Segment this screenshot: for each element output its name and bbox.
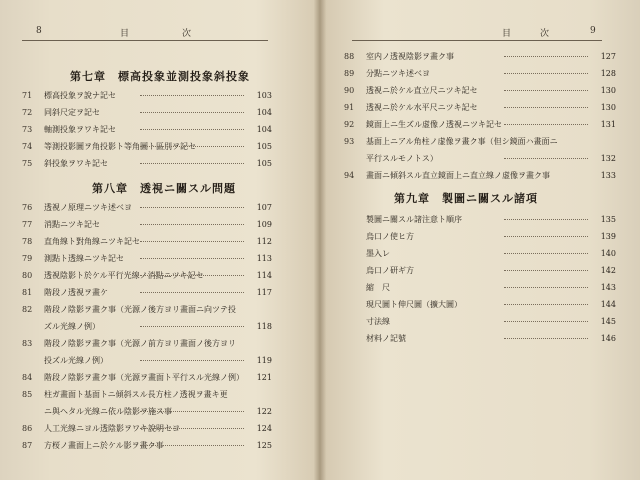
toc-entry (22, 202, 272, 214)
toc-entry (344, 316, 616, 328)
entry-page: 107 (256, 203, 272, 212)
entry-number: 90 (344, 86, 355, 95)
entry-title: 分點ニツキ述ベヨ (366, 69, 430, 78)
entry-number: 86 (22, 424, 33, 433)
toc-entry (344, 299, 616, 311)
toc-entry (22, 389, 272, 401)
toc-entry (22, 107, 272, 119)
toc-entry (22, 236, 272, 248)
toc-entry (22, 440, 272, 452)
entry-page: 103 (256, 91, 272, 100)
entry-title: 縮 尺 (366, 283, 390, 292)
entry-number: 84 (22, 373, 33, 382)
entry-title: 墨入レ (366, 249, 390, 258)
entry-title: ズル光線ノ例） (44, 322, 100, 331)
entry-page: 104 (256, 108, 272, 117)
entry-number: 82 (22, 305, 33, 314)
entry-page: 121 (256, 373, 272, 382)
entry-title: 階段ノ陰影ヲ畫ク事（光源ヲ畫面ト平行スル光線ノ例） (44, 373, 244, 382)
toc-entry (22, 287, 272, 299)
leader-dots (140, 411, 244, 412)
entry-title: 階段ノ透視ヲ畫ケ (44, 288, 108, 297)
entry-number: 94 (344, 171, 355, 180)
toc-entry (344, 51, 616, 63)
entry-number: 91 (344, 103, 355, 112)
leader-dots (140, 275, 244, 276)
entry-number: 77 (22, 220, 33, 229)
entry-page: 114 (256, 271, 272, 280)
entry-number: 72 (22, 108, 33, 117)
entry-title: 現尺圖ト伸尺圖（擴大圖） (366, 300, 462, 309)
leader-dots (504, 158, 588, 159)
entry-title: 畫面ニ傾斜スル直立鏡面上ニ直立線ノ虚像ヲ畫ク事 (366, 171, 550, 180)
leader-dots (504, 107, 588, 108)
entry-title: 烏口ノ使ヒ方 (366, 232, 414, 241)
entry-number: 88 (344, 52, 355, 61)
entry-number: 87 (22, 441, 33, 450)
entry-page: 128 (600, 69, 616, 78)
entry-title: 鏡面上ニ生ズル虚像ノ透視ニツキ記セ (366, 120, 502, 129)
leader-dots (140, 163, 244, 164)
entry-page: 142 (600, 266, 616, 275)
right-header-title-1: 目 (502, 29, 512, 39)
entry-title: 寸法線 (366, 317, 390, 326)
leader-dots (140, 445, 244, 446)
entry-title: 平行スルモノトス） (366, 154, 438, 163)
entry-title: 等測投影圖ヲ角投影ト等角圖ト區別ヲ記セ (44, 142, 196, 151)
entry-title: 方桜ノ畫面上ニ於ケル影ヲ畫ク事 (44, 441, 164, 450)
leader-dots (140, 258, 244, 259)
leader-dots (504, 321, 588, 322)
entry-page: 105 (256, 159, 272, 168)
toc-entry (344, 282, 616, 294)
entry-title: 消點ニツキ記セ (44, 220, 100, 229)
leader-dots (140, 207, 244, 208)
entry-title: 軸測投象ヲワキ記セ (44, 125, 116, 134)
entry-number: 76 (22, 203, 33, 212)
chapter7-heading: 第七章 標高投象並測投象斜投象 (70, 70, 250, 83)
entry-page: 132 (600, 154, 616, 163)
leader-dots (504, 287, 588, 288)
entry-page: 135 (600, 215, 616, 224)
entry-number: 71 (22, 91, 33, 100)
entry-title: 直角線ト對角線ニツキ記セ (44, 237, 140, 246)
entry-title: 階段ノ陰影ヲ畫ク事（光源ノ後方ヨリ畫面ニ向ツテ投 (44, 305, 236, 314)
toc-entry (22, 219, 272, 231)
entry-number: 73 (22, 125, 33, 134)
entry-page: 105 (256, 142, 272, 151)
toc-entry (344, 136, 616, 148)
entry-title: ニ與ヘタル光線ニ依ル陰影ヲ施ス事 (44, 407, 172, 416)
leader-dots (140, 241, 244, 242)
toc-entry-continuation (22, 406, 272, 418)
leader-dots (504, 236, 588, 237)
toc-entry (344, 119, 616, 131)
leader-dots (140, 112, 244, 113)
toc-entry (344, 68, 616, 80)
right-header-title-2: 次 (540, 29, 550, 39)
left-header-title-1: 目 (120, 29, 130, 39)
entry-title: 標高投象ヲ說ナ記セ (44, 91, 116, 100)
entry-page: 112 (256, 237, 272, 246)
entry-page: 140 (600, 249, 616, 258)
toc-entry (344, 265, 616, 277)
entry-number: 74 (22, 142, 33, 151)
leader-dots (140, 360, 244, 361)
toc-entry (22, 141, 272, 153)
entry-page: 145 (600, 317, 616, 326)
leader-dots (504, 219, 588, 220)
leader-dots (504, 253, 588, 254)
toc-entry (22, 270, 272, 282)
entry-page: 124 (256, 424, 272, 433)
entry-title: 材料ノ記號 (366, 334, 406, 343)
toc-entry (22, 304, 272, 316)
leader-dots (504, 56, 588, 57)
entry-number: 81 (22, 288, 33, 297)
leader-dots (140, 146, 244, 147)
right-page (322, 0, 640, 480)
entry-page: 139 (600, 232, 616, 241)
entry-page: 133 (600, 171, 616, 180)
entry-number: 92 (344, 120, 355, 129)
entry-page: 109 (256, 220, 272, 229)
entry-number: 93 (344, 137, 355, 146)
right-page-header (352, 24, 602, 41)
chapter8-heading: 第八章 透視ニ關スル問題 (92, 182, 236, 195)
entry-page: 125 (256, 441, 272, 450)
entry-number: 79 (22, 254, 33, 263)
leader-dots (504, 304, 588, 305)
leader-dots (504, 124, 588, 125)
entry-title: 透視陰影ト於ケル平行光線ノ消點ニツキ記セ (44, 271, 204, 280)
entry-title: 人工光線ニヨル透陰影ヲワキ說明セヨ (44, 424, 180, 433)
leader-dots (504, 338, 588, 339)
entry-number: 85 (22, 390, 33, 399)
leader-dots (140, 129, 244, 130)
entry-number: 80 (22, 271, 33, 280)
entry-page: 143 (600, 283, 616, 292)
toc-entry (22, 253, 272, 265)
left-page-number: 8 (36, 26, 42, 36)
toc-entry (344, 170, 616, 182)
left-page (0, 0, 318, 480)
entry-title: 透視ニ於ケル直立尺ニツキ記セ (366, 86, 478, 95)
toc-entry (22, 124, 272, 136)
leader-dots (504, 73, 588, 74)
entry-title: 透視ノ原理ニツキ述ベヨ (44, 203, 132, 212)
entry-number: 89 (344, 69, 355, 78)
entry-title: 同斜尺定ヲ記セ (44, 108, 100, 117)
toc-entry (22, 90, 272, 102)
toc-entry (22, 423, 272, 435)
entry-page: 118 (256, 322, 272, 331)
entry-title: 斜投象ヲワキ記セ (44, 159, 108, 168)
toc-entry-continuation (22, 321, 272, 333)
toc-entry (344, 248, 616, 260)
leader-dots (140, 326, 244, 327)
chapter9-heading: 第九章 製圖ニ關スル諸項 (394, 192, 538, 205)
toc-entry (344, 333, 616, 345)
entry-page: 122 (256, 407, 272, 416)
toc-entry (22, 158, 272, 170)
leader-dots (140, 224, 244, 225)
leader-dots (504, 90, 588, 91)
entry-page: 130 (600, 103, 616, 112)
left-page-header (22, 24, 268, 41)
entry-title: 測點ト透線ニツキ記セ (44, 254, 124, 263)
entry-title: 透視ニ於ケル水平尺ニツキ記セ (366, 103, 478, 112)
entry-title: 烏口ノ研ギ方 (366, 266, 414, 275)
entry-page: 146 (600, 334, 616, 343)
toc-entry (22, 338, 272, 350)
entry-page: 130 (600, 86, 616, 95)
entry-title: 柱ガ畫面ト基面トニ傾斜スル長方柱ノ透視ヲ畫キ更 (44, 390, 228, 399)
toc-entry (344, 214, 616, 226)
entry-number: 78 (22, 237, 33, 246)
entry-number: 83 (22, 339, 33, 348)
entry-page: 113 (256, 254, 272, 263)
entry-page: 119 (256, 356, 272, 365)
entry-title: 室内ノ透視陰影ヲ畫ク事 (366, 52, 454, 61)
entry-title: 基面上ニアル角柱ノ虚像ヲ畫ク事（但シ鏡面ハ畫面ニ (366, 137, 558, 146)
entry-title: 階段ノ陰影ヲ畫ク事（光源ノ前方ヨリ畫面ノ後方ヨリ (44, 339, 236, 348)
entry-page: 131 (600, 120, 616, 129)
toc-entry (22, 372, 272, 384)
toc-entry (344, 85, 616, 97)
leader-dots (140, 95, 244, 96)
entry-title: 製圖ニ關スル諸注意ト順序 (366, 215, 462, 224)
entry-title: 投ズル光線ノ例） (44, 356, 108, 365)
entry-number: 75 (22, 159, 33, 168)
leader-dots (504, 270, 588, 271)
left-header-title-2: 次 (182, 29, 192, 39)
right-page-number: 9 (590, 26, 596, 36)
toc-entry-continuation (344, 153, 616, 165)
entry-page: 104 (256, 125, 272, 134)
entry-page: 117 (256, 288, 272, 297)
toc-entry-continuation (22, 355, 272, 367)
leader-dots (140, 428, 244, 429)
toc-entry (344, 102, 616, 114)
entry-page: 144 (600, 300, 616, 309)
toc-entry (344, 231, 616, 243)
entry-page: 127 (600, 52, 616, 61)
leader-dots (140, 292, 244, 293)
